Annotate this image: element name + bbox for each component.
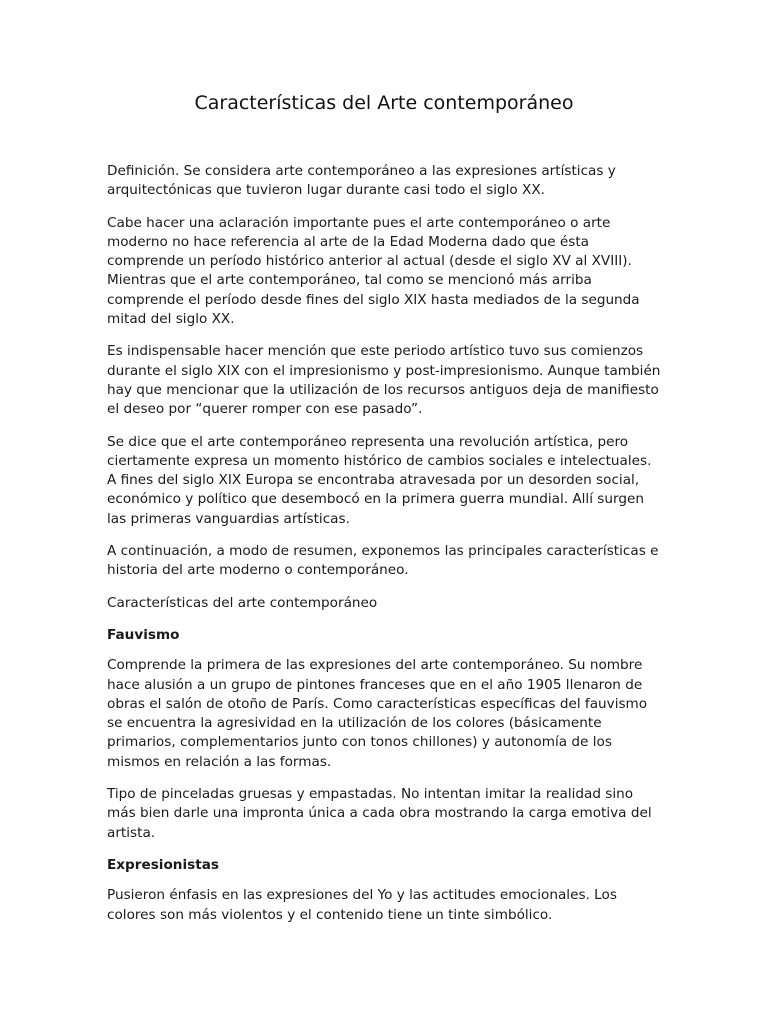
- paragraph-characteristics-label: Características del arte contemporáneo: [107, 594, 378, 611]
- document-body: [107, 162, 663, 938]
- paragraph-clarification: Cabe hacer una aclaración importante pues el arte contemporáneo o arte moderno no hace referencia al arte de la Edad Moderna dado que ésta comprende un período histórico anterior al actual (desde el siglo XV al XVIII). Mientras que el arte contemporáneo, tal como se mencionó más arriba comprende el período desde fines del siglo XIX hasta mediados de la segunda mitad del siglo XX.: [107, 214, 640, 328]
- paragraph-expresionistas-1: Pusieron énfasis en las expresiones del Yo y las actitudes emocionales. Los colores son más violentos y el contenido tiene un tinte simbólico.: [107, 887, 617, 923]
- document-title: Características del Arte contemporáneo: [194, 92, 574, 114]
- paragraph-definition: Definición. Se considera arte contemporáneo a las expresiones artísticas y arquitectónicas que tuvieron lugar durante casi todo el siglo XX.: [107, 163, 616, 199]
- paragraph-summary-intro: A continuación, a modo de resumen, exponemos las principales características e historia del arte moderno o contemporáneo.: [107, 543, 659, 579]
- section-heading-fauvismo: Fauvismo: [107, 626, 180, 643]
- section-heading-expresionistas: Expresionistas: [107, 856, 219, 873]
- paragraph-origins: Es indispensable hacer mención que este periodo artístico tuvo sus comienzos durante el siglo XIX con el impresionismo y post-impresionismo. Aunque también hay que mencionar que la utilización de los recursos antiguos deja de manifiesto el deseo por “querer romper con ese pasado”.: [107, 343, 661, 418]
- paragraph-revolution: Se dice que el arte contemporáneo representa una revolución artística, pero ciertamente expresa un momento histórico de cambios sociales e intelectuales. A fines del siglo XIX Europa se encontraba atravesada por un desorden social, económico y político que desembocó en la primera guerra mundial. Allí surgen las primeras vanguardias artísticas.: [107, 433, 652, 527]
- paragraph-fauvismo-1: Comprende la primera de las expresiones del arte contemporáneo. Su nombre hace alusión a un grupo de pintones franceses que en el año 1905 llenaron de obras el salón de otoño de París. Como características específicas del fauvismo se encuentra la agresividad en la utilización de los colores (básicamente primarios, complementarios junto con tonos chillones) y autonomía de los mismos en relación a las formas.: [107, 657, 648, 770]
- paragraph-fauvismo-2: Tipo de pinceladas gruesas y empastadas. No intentan imitar la realidad sino más bien darle una impronta única a cada obra mostrando la carga emotiva del artista.: [107, 786, 652, 841]
